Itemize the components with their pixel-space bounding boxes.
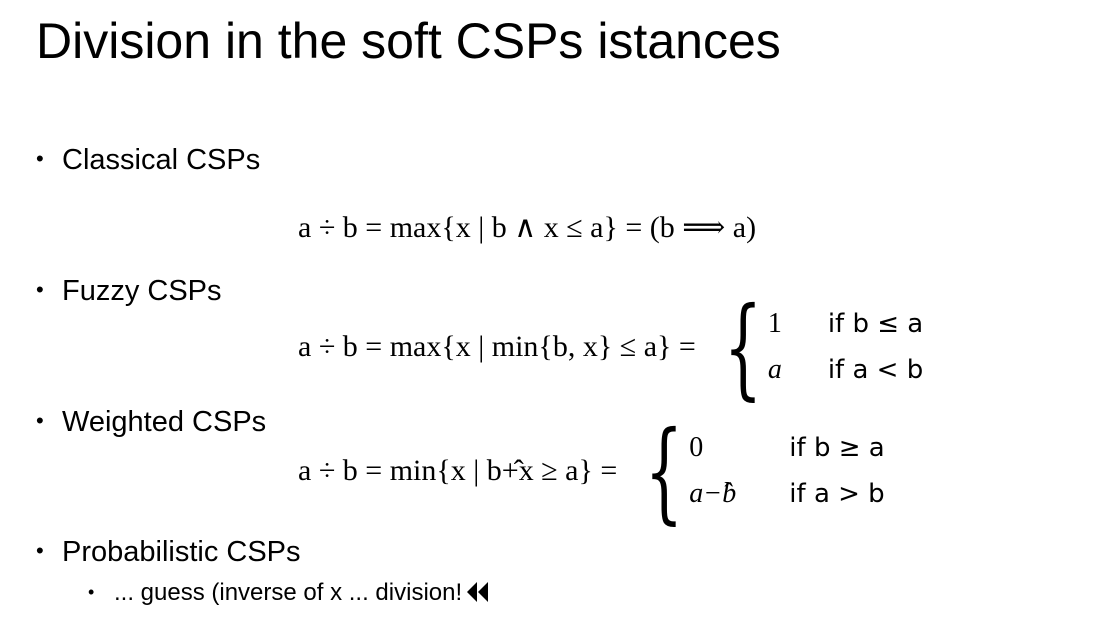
case-condition: if b ≥ a [789,433,885,463]
case-value: a [767,354,782,385]
bullet-dot: • [36,538,44,563]
case-value: 1 [767,308,782,339]
bullet-dot: • [36,146,44,171]
left-brace: { [723,283,763,411]
case-condition: if a > b [789,479,885,509]
rewind-icon[interactable] [466,580,490,612]
bullet-label: Classical CSPs [62,144,261,176]
case-condition: if a < b [827,355,924,385]
formula-fuzzy-lhs: a ÷ b = max{x | min{b, x} ≤ a} = [298,330,696,363]
bullet-classical [36,141,260,178]
bullet-dot: • [36,277,44,302]
case-row [689,425,884,471]
piecewise-weighted [298,407,885,535]
left-brace: { [645,407,684,535]
case-row [689,471,884,517]
case-row [768,301,923,347]
bullet-label: Probabilistic CSPs [62,536,301,568]
cases-weighted [689,425,884,517]
bullet-label: Weighted CSPs [62,406,267,438]
case-row [768,347,923,393]
cases-fuzzy [768,301,923,393]
slide-title: Division in the soft CSPs istances [36,13,781,69]
formula-weighted-lhs: a ÷ b = min{x | b+̂x ≥ a} = [298,454,618,487]
sub-bullet-probabilistic [88,576,490,612]
bullet-label: Fuzzy CSPs [62,275,222,307]
bullet-dot: • [88,582,95,602]
case-condition: if b ≤ a [827,309,924,339]
case-value: 0 [689,432,704,463]
formula-fuzzy [298,283,924,411]
formula-weighted [298,407,885,535]
bullet-dot: • [36,408,44,433]
bullet-fuzzy [36,272,222,309]
bullet-weighted [36,403,266,440]
formula-classical: a ÷ b = max{x | b ∧ x ≤ a} = (b ⟹ a) [298,211,757,244]
piecewise-fuzzy [298,283,924,411]
bullet-probabilistic [36,533,301,570]
case-value: a−̂b [689,478,737,509]
sub-bullet-text: ... guess (inverse of x ... division! [114,579,463,606]
